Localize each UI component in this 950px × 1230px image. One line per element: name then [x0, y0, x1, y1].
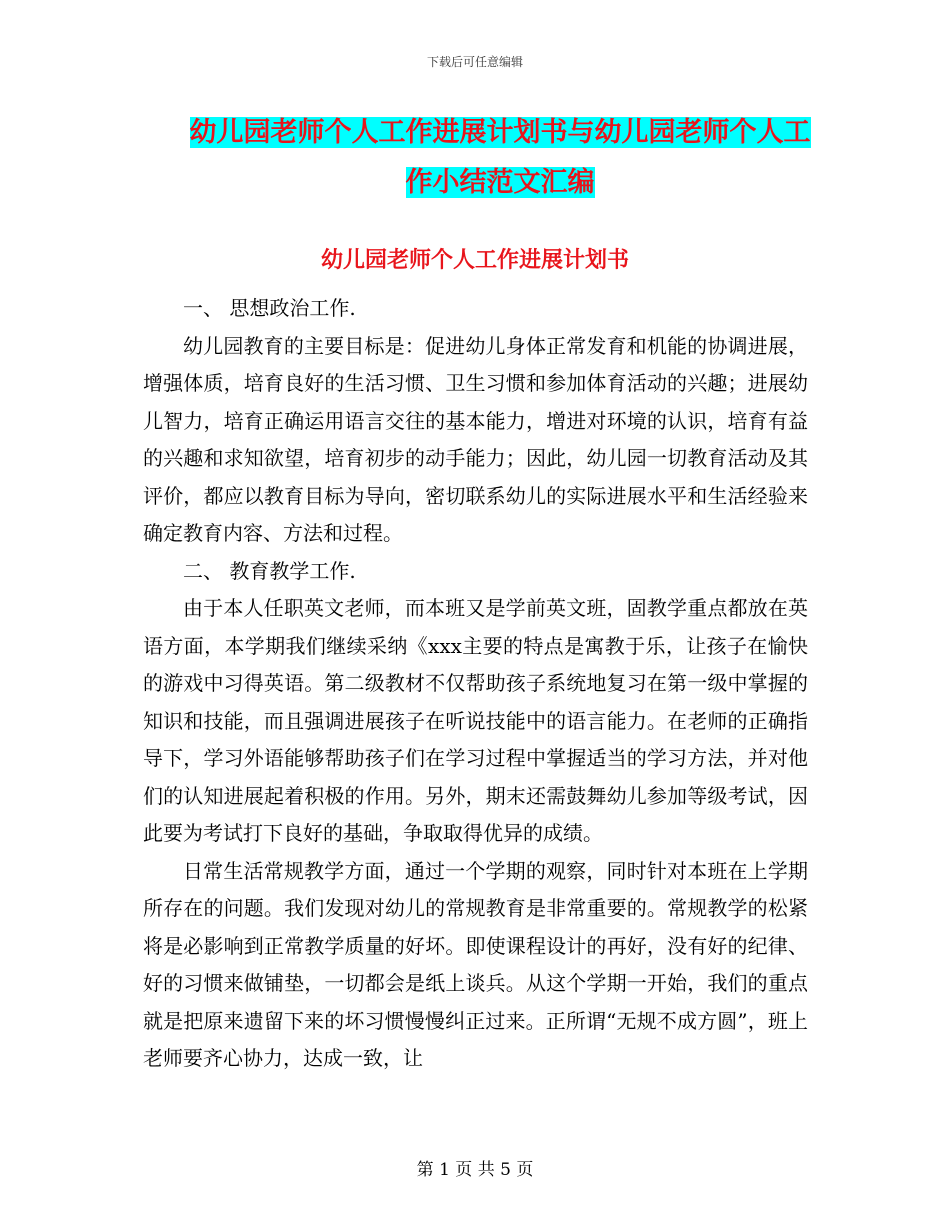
section-title: 幼儿园老师个人工作进展计划书 — [320, 248, 629, 273]
document-body — [143, 290, 808, 1078]
paragraph-daily-routine: 日常生活常规教学方面，通过一个学期的观察，同时针对本班在上学期所存在的问题。我们发现对幼儿的常规教育是非常重要的。常规教学的松紧将是必影响到正常教学质量的好坏。即使课程设计的再好，没有好的纪律、好的习惯来做铺垫，一切都会是纸上谈兵。从这个学期一开始，我们的重点就是把原来遗留下来的坏习惯慢慢纠正过来。正所谓“无规不成方圆”，班上老师要齐心协力，达成一致，让 — [143, 858, 808, 1070]
paragraph-english-teaching: 由于本人任职英文老师，而本班又是学前英文班，固教学重点都放在英语方面，本学期我们继续采纳《xxx主要的特点是寓教于乐，让孩子在愉快的游戏中习得英语。第二级教材不仅帮助孩子系统地复习在第一级中掌握的知识和技能，而且强调进展孩子在听说技能中的语言能力。在老师的正确指导下，学习外语能够帮助孩子们在学习过程中掌握适当的学习方法，并对他们的认知进展起着积极的作用。另外，期末还需鼓舞幼儿参加等级考试，因此要为考试打下良好的基础，争取取得优异的成绩。 — [143, 596, 808, 845]
title-line-2: 作小结范文汇编 — [405, 167, 595, 198]
page-footer: 第 1 页 共 5 页 — [416, 1160, 534, 1180]
heading-teaching-work: 二、 教育教学工作. — [183, 558, 356, 583]
paragraph-education-goals: 幼儿园教育的主要目标是：促进幼儿身体正常发育和机能的协调进展，增强体质，培育良好的生活习惯、卫生习惯和参加体育活动的兴趣；进展幼儿智力，培育正确运用语言交往的基本能力，增进对环境的认识，培育有益的兴趣和求知欲望，培育初步的动手能力；因此，幼儿园一切教育活动及其评价，都应以教育目标为导向，密切联系幼儿的实际进展水平和生活经验来确定教育内容、方法和过程。 — [143, 333, 808, 545]
header-note: 下载后可任意编辑 — [426, 55, 523, 69]
heading-political-work: 一、 思想政治工作. — [183, 296, 356, 320]
document-title — [150, 108, 850, 208]
title-line-1: 幼儿园老师个人工作进展计划书与幼儿园老师个人工 — [189, 117, 811, 148]
